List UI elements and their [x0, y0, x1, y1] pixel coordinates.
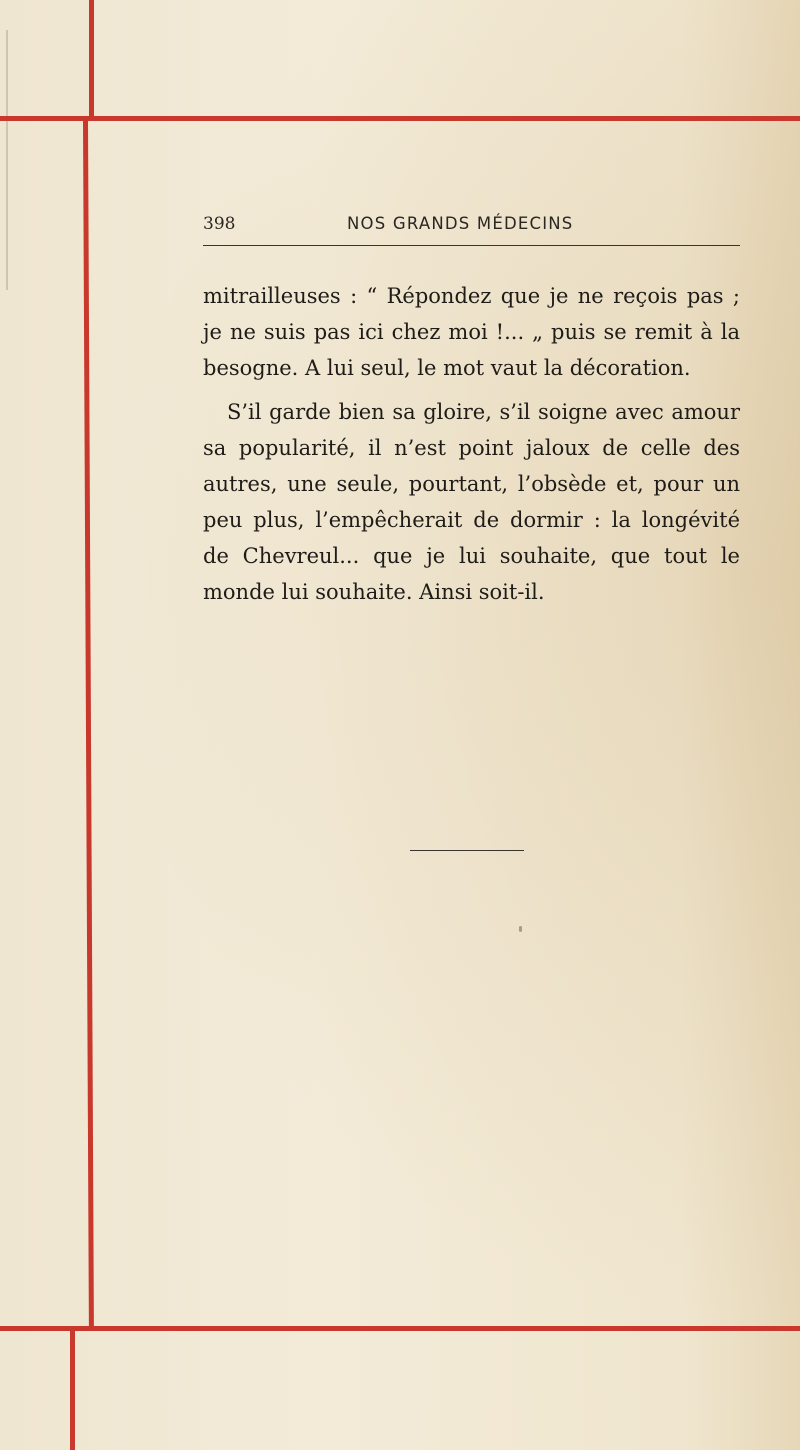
page-edge-mark [6, 30, 8, 290]
red-rule-top [0, 116, 800, 121]
red-rule-vertical-top [89, 0, 94, 121]
body-text [203, 278, 740, 610]
paragraph: mitrailleuses : “ Répondez que je ne reçois pas ; je ne suis pas ici chez moi !... „ puis se remit à la besogne. A lui seul, le mot vaut la décoration. [203, 284, 740, 380]
ink-speck [519, 926, 522, 932]
running-head [203, 212, 740, 242]
red-rule-vertical [83, 121, 94, 1329]
end-rule [410, 850, 524, 851]
running-title: NOS GRANDS MÉDECINS [347, 214, 574, 233]
paragraph: S’il garde bien sa gloire, s’il soigne avec amour sa popularité, il n’est point jaloux de celle des autres, une seule, pourtant, l’obsède et, pour un peu plus, l’empêcherait de dormir : la longévité de Chevreul... que je lui souhaite, que tout le monde lui souhaite. Ainsi soit-il. [203, 400, 740, 604]
page-number: 398 [203, 214, 236, 234]
red-rule-bottom [0, 1326, 800, 1331]
red-rule-vertical-bottom [70, 1331, 75, 1450]
header-rule [203, 245, 740, 246]
